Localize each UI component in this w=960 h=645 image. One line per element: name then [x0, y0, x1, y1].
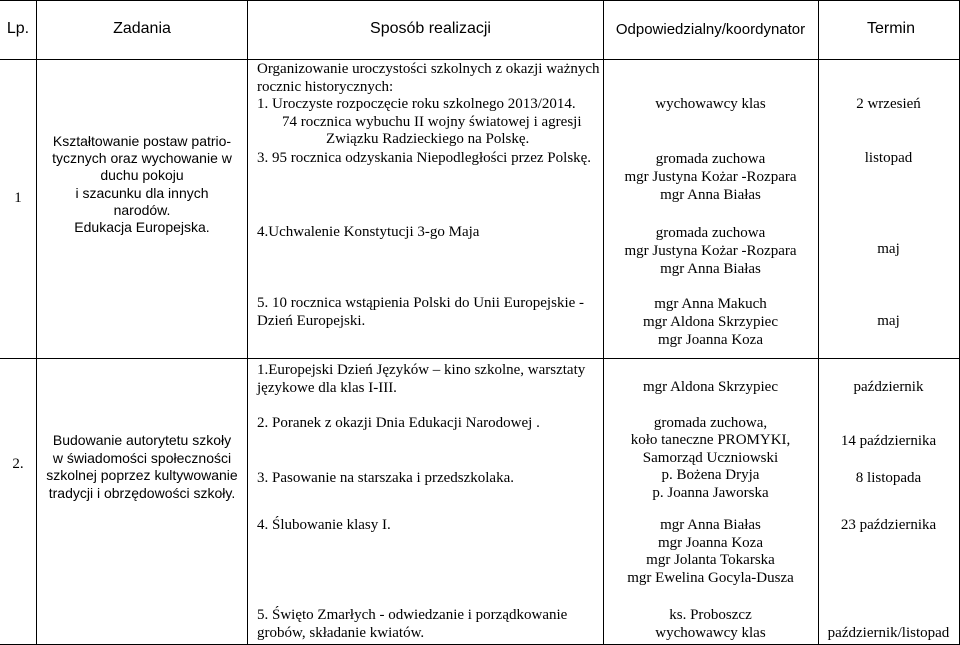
row-separator [0, 358, 960, 359]
row1-intro-line: 74 rocznica wybuchu II wojny światowej i agresji [282, 113, 582, 130]
row1-item-how: 3. 95 rocznica odzyskania Niepodległości przez Polskę. [257, 150, 592, 166]
how-line: 1.Europejski Dzień Języków – kino szkolne, warsztaty [257, 362, 586, 378]
row2-lp: 2. [12, 456, 24, 472]
who-line: Samorząd Uczniowski [642, 449, 779, 466]
who-line: mgr Aldona Skrzypiec [643, 314, 778, 330]
row1-item-how [257, 295, 584, 330]
row2-item-how: 3. Pasowanie na starszaka i przedszkolaka. [257, 470, 514, 486]
row1-lp: 1 [14, 190, 22, 206]
row1-intro-line: rocznic historycznych: [257, 78, 394, 95]
row1-item-how: 4.Uchwalenie Konstytucji 3-go Maja [257, 224, 480, 240]
how-line: grobów, składanie kwiatów. [257, 624, 425, 641]
who-line: mgr Anna Białas [660, 261, 761, 277]
who-line: mgr Anna Makuch [654, 296, 767, 312]
header-top-line [0, 0, 960, 1]
row2-item-who [603, 415, 818, 502]
row2-item-how [257, 607, 567, 642]
row1-intro [257, 61, 600, 149]
row1-intro-line: Organizowanie uroczystości szkolnych z okazji ważnych [257, 61, 600, 77]
row2-item-who [603, 607, 818, 642]
header-sposob: Sposób realizacji [370, 20, 491, 37]
who-line: mgr Jolanta Tokarska [646, 552, 775, 568]
who-line: wychowawcy klas [655, 624, 766, 641]
who-line: mgr Justyna Kożar -Rozpara [624, 169, 797, 185]
col-divider [247, 0, 248, 645]
who-line: gromada zuchowa, [653, 415, 768, 431]
row2-item-how [257, 362, 585, 397]
who-line: gromada zuchowa [655, 225, 766, 241]
header-termin: Termin [866, 20, 915, 37]
row1-task [37, 133, 247, 236]
how-line: językowe dla klas I-III. [257, 379, 397, 396]
header-lp: Lp. [6, 20, 30, 37]
row1-intro-line: 1. Uroczyste rozpoczęcie roku szkolnego 2013/2014. [257, 96, 576, 113]
header-zadania: Zadania [113, 20, 171, 37]
row2-item-when: 23 października [840, 517, 937, 533]
row1-first-when: 2 wrzesień [856, 96, 921, 112]
row2-item-how: 2. Poranek z okazji Dnia Edukacji Narodowej . [257, 415, 540, 431]
who-line: mgr Ewelina Gocyla-Dusza [627, 569, 794, 586]
who-line: mgr Joanna Koza [658, 332, 763, 348]
who-line: gromada zuchowa [655, 151, 766, 167]
how-line: Dzień Europejski. [257, 312, 366, 329]
header-odpowiedzialny: Odpowiedzialny/koordynator [615, 20, 806, 38]
who-line: mgr Anna Białas [660, 517, 761, 533]
who-line: mgr Joanna Koza [658, 534, 763, 551]
row2-item-how: 4. Ślubowanie klasy I. [257, 517, 391, 533]
who-line: mgr Justyna Kożar -Rozpara [624, 243, 797, 259]
row1-task-line: i szacunku dla innych [75, 184, 209, 201]
row1-task-line: duchu pokoju [100, 167, 184, 184]
who-line: p. Bożena Dryja [661, 467, 760, 484]
row2-item-who [603, 517, 818, 587]
row2-task-line: szkolnej poprzez kultywowanie [46, 467, 238, 483]
row2-item-when: 14 października [840, 433, 937, 449]
row1-item-who [603, 224, 818, 278]
row1-item-when: maj [877, 313, 900, 329]
row2-item-who: mgr Aldona Skrzypiec [643, 379, 778, 395]
row2-item-when: październik/listopad [827, 625, 950, 641]
who-line: mgr Anna Białas [660, 187, 761, 203]
row2-task-line: Budowanie autorytetu szkoły [52, 432, 232, 448]
row1-task-line: Kształtowanie postaw patrio- [52, 133, 232, 149]
row2-item-when: 8 listopada [855, 470, 922, 486]
row1-task-line: tycznych oraz wychowanie w [52, 150, 232, 167]
row1-item-who [603, 150, 818, 204]
col-divider [36, 0, 37, 645]
how-line: 5. 10 rocznica wstąpienia Polski do Unii Europejskie - [257, 295, 585, 311]
row2-task-line: tradycji i obrzędowości szkoły. [48, 484, 236, 501]
header-bottom-line [0, 59, 960, 60]
row1-task-line: Edukacja Europejska. [74, 219, 210, 236]
row2-task [37, 432, 247, 502]
who-line: koło taneczne PROMYKI, [630, 432, 791, 449]
row2-task-line: w świadomości społeczności [52, 449, 232, 466]
row1-item-who [603, 295, 818, 349]
row1-item-when: maj [877, 241, 900, 257]
row1-task-line: narodów. [113, 201, 171, 218]
who-line: p. Joanna Jaworska [652, 484, 769, 501]
row1-first-who: wychowawcy klas [655, 96, 766, 112]
how-line: 5. Święto Zmarłych - odwiedzanie i porządkowanie [257, 607, 568, 623]
row2-item-when: październik [853, 379, 924, 395]
row1-item-when: listopad [864, 150, 913, 166]
who-line: ks. Proboszcz [669, 607, 752, 623]
row1-intro-line: Związku Radzieckiego na Polskę. [326, 131, 530, 148]
